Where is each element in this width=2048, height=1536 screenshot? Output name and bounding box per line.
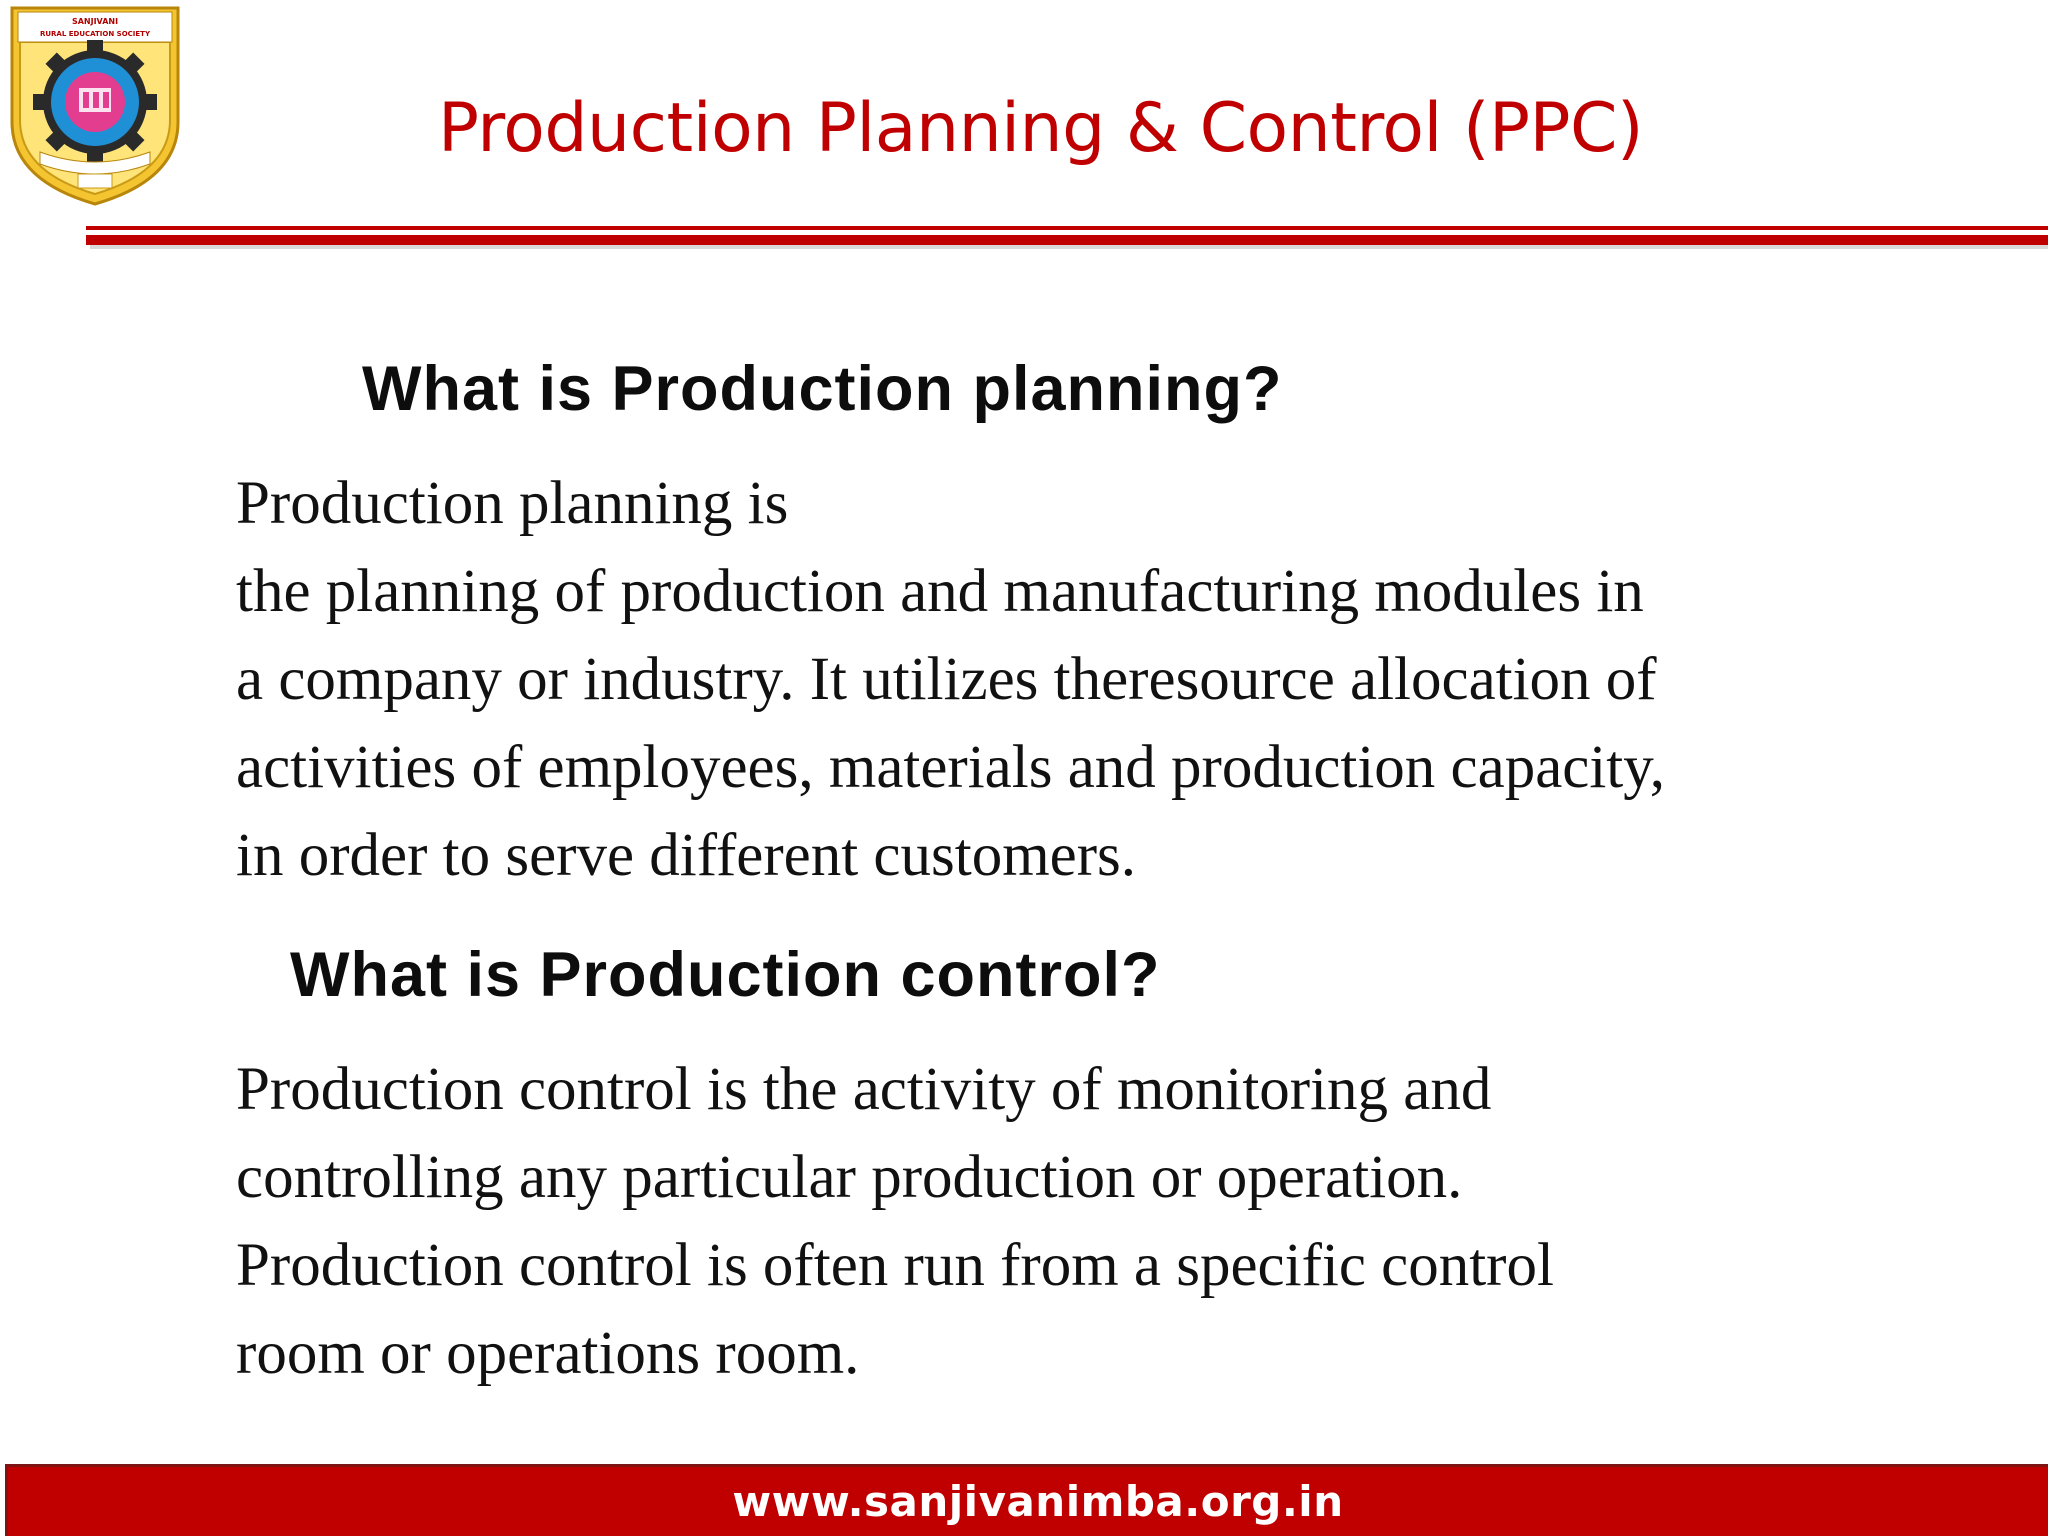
heading-production-control: What is Production control?	[290, 940, 1161, 1010]
text-line: Production control is the activity of monitoring and	[236, 1056, 1492, 1123]
footer-website-link[interactable]: www.sanjivanimba.org.in	[732, 1477, 1344, 1526]
title-divider-thin	[86, 226, 2048, 230]
heading-production-planning: What is Production planning?	[362, 354, 1283, 424]
title-divider-shadow	[90, 245, 2048, 249]
text-line: a company or industry. It utilizes theresource allocation of	[236, 646, 1657, 713]
logo-text-line-1: SANJIVANI	[71, 17, 119, 26]
page-title: Production Planning & Control (PPC)	[438, 89, 1644, 168]
footer-bar	[5, 1464, 2048, 1536]
title-divider-thick	[86, 235, 2048, 245]
text-line: Production planning is	[236, 470, 789, 537]
text-line: controlling any particular production or operation.	[236, 1144, 1463, 1211]
paragraph-production-control	[236, 1046, 1554, 1398]
text-line: activities of employees, materials and production capacity,	[236, 734, 1666, 801]
text-line: in order to serve different customers.	[236, 822, 1137, 889]
logo-text-line-2: RURAL EDUCATION SOCIETY	[39, 30, 151, 38]
institution-seal-icon	[4, 2, 186, 208]
content-image	[180, 300, 1930, 1400]
text-line: the planning of production and manufacturing modules in	[236, 558, 1644, 625]
text-line: Production control is often run from a specific control	[236, 1232, 1554, 1299]
institution-logo	[4, 2, 186, 208]
paragraph-production-planning	[236, 460, 1665, 900]
text-line: room or operations room.	[236, 1320, 860, 1387]
